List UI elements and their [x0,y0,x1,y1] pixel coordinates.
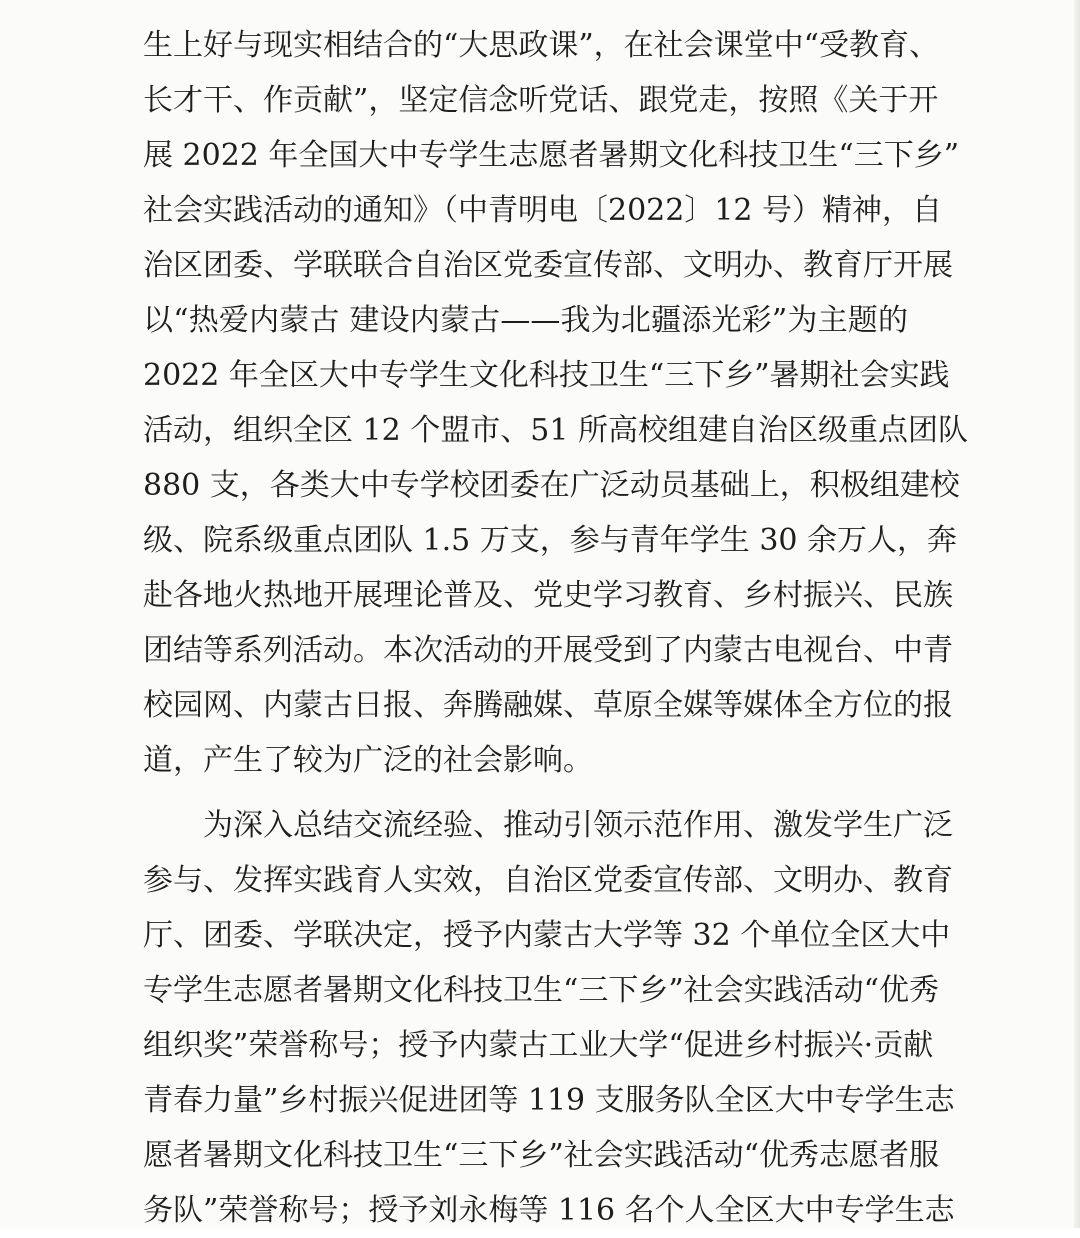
text-line: 以“热爱内蒙古 建设内蒙古——我为北疆添光彩”为主题的 [143,303,908,338]
text-line: 生上好与现实相结合的“大思政课”，在社会课堂中“受教育、 [143,28,940,63]
text-line: 团结等系列活动。本次活动的开展受到了内蒙古电视台、中青 [143,633,953,668]
paragraph-gap [143,788,908,798]
text-line: 活动，组织全区 12 个盟市、51 所高校组建自治区级重点团队 [143,413,968,448]
text-line: 道，产生了较为广泛的社会影响。 [143,743,593,778]
text-line: 880 支，各类大中专学校团委在广泛动员基础上，积极组建校 [143,468,960,503]
text-line: 愿者暑期文化科技卫生“三下乡”社会实践活动“优秀志愿者服 [143,1138,940,1173]
text-line: 治区团委、学联联合自治区党委宣传部、文明办、教育厅开展 [143,248,953,283]
text-line: 展 2022 年全国大中专学生志愿者暑期文化科技卫生“三下乡” [143,138,960,173]
text-line: 为深入总结交流经验、推动引领示范作用、激发学生广泛 [203,808,953,843]
text-line: 校园网、内蒙古日报、奔腾融媒、草原全媒等媒体全方位的报 [143,688,953,723]
scan-edge-shadow [1074,0,1080,1228]
text-line: 社会实践活动的通知》（中青明电〔2022〕12 号）精神，自 [143,193,943,228]
document-body [143,18,968,1238]
paragraph-1 [143,18,968,788]
text-line: 专学生志愿者暑期文化科技卫生“三下乡”社会实践活动“优秀 [143,973,940,1008]
text-line: 厅、团委、学联决定，授予内蒙古大学等 32 个单位全区大中 [143,918,951,953]
text-line: 长才干、作贡献”，坚定信念听党话、跟党走，按照《关于开 [143,83,939,118]
text-line: 参与、发挥实践育人实效，自治区党委宣传部、文明办、教育 [143,863,953,898]
text-line: 青春力量”乡村振兴促进团等 119 支服务队全区大中专学生志 [143,1083,955,1118]
text-line: 级、院系级重点团队 1.5 万支，参与青年学生 30 余万人，奔 [143,523,958,558]
text-line: 赴各地火热地开展理论普及、党史学习教育、乡村振兴、民族 [143,578,953,613]
paragraph-2 [143,798,955,1238]
text-line: 务队”荣誉称号；授予刘永梅等 116 名个人全区大中专学生志 [143,1193,955,1228]
text-line: 2022 年全区大中专学生文化科技卫生“三下乡”暑期社会实践 [143,358,950,393]
text-line: 组织奖”荣誉称号；授予内蒙古工业大学“促进乡村振兴·贡献 [143,1028,934,1063]
